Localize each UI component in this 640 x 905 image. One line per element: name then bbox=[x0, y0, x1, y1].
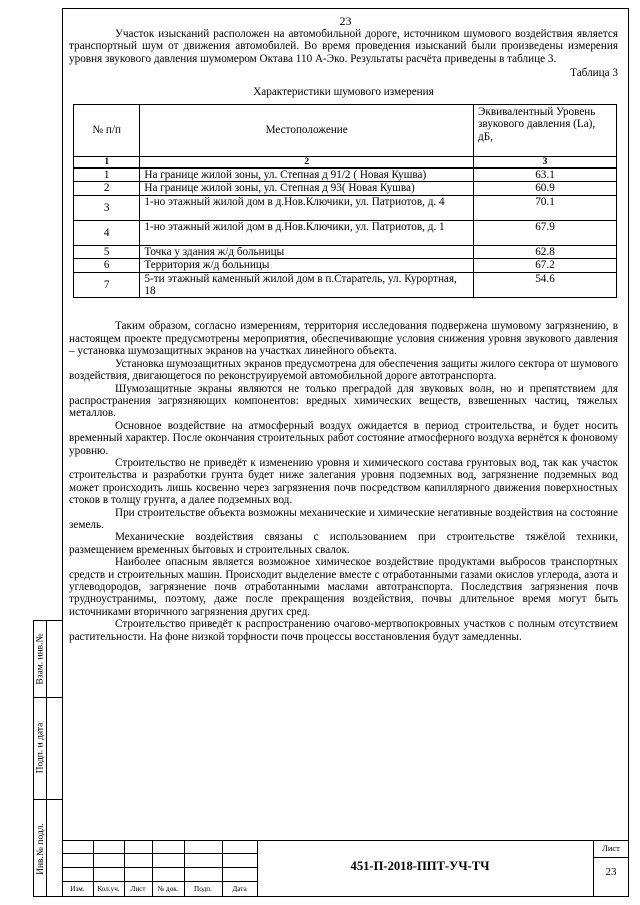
table-row bbox=[74, 168, 617, 182]
row-level: 67.2 bbox=[474, 259, 617, 272]
row-location: На границе жилой зоны, ул. Степная д 93( Новая Кушва) bbox=[140, 182, 474, 195]
title-block bbox=[62, 840, 629, 897]
tb-col-koluch: Кол.уч. bbox=[97, 885, 120, 893]
row-location: Точка у здания ж/д больницы bbox=[140, 245, 474, 258]
table-row bbox=[74, 245, 617, 258]
paragraph: Наиболее опасным является возможное химическое воздействие продуктами выбросов транспортных средств и строительных машин. Происходит выделение вместе с отработанными газами окислов углерода, азота и углеводородов, загрязнение почв отработанными маслами автотранспорта. Последствия загрязнения почв трудноустранимы, поэтому, даже после прекращения воздействия, почвы длительное время могут быть источниками вторичного загрязнения других сред. bbox=[69, 556, 618, 618]
document-content bbox=[69, 28, 618, 643]
stamp-replaced-inv: Взам. инв.№ bbox=[35, 633, 46, 685]
table-row bbox=[74, 259, 617, 272]
paragraph: Установка шумозащитных экранов предусмотрена для обеспечения защиты жилого сектора от шумового воздействия, двигающегося по реконструируемой автомобильной дороге автотранспорта. bbox=[69, 357, 618, 383]
sheet-label: Лист bbox=[602, 843, 620, 853]
document-code: 451-П-2018-ППТ-УЧ-ТЧ bbox=[350, 859, 490, 873]
sheet-number: 23 bbox=[605, 866, 617, 878]
row-num: 7 bbox=[74, 272, 140, 298]
header-level: Эквивалентный Уровень звукового давления (La), дБ, bbox=[474, 105, 617, 157]
row-location: На границе жилой зоны, ул. Степная д 91/2 ( Новая Кушва) bbox=[140, 168, 474, 182]
column-number: 1 bbox=[74, 157, 140, 169]
row-level: 70.1 bbox=[474, 195, 617, 220]
table-row bbox=[74, 195, 617, 220]
table-header-row bbox=[74, 105, 617, 157]
table-label: Таблица 3 bbox=[570, 67, 618, 80]
paragraph: Таким образом, согласно измерениям, территория исследования подвержена шумовому загрязнению, в настоящем проекте предусмотрены мероприятия, обеспечивающие условия снижения уровня звукового давления – установка шумозащитных экранов на участках линейного объекта. bbox=[69, 320, 618, 358]
stamp-signature-date: Подп. и дата bbox=[35, 722, 46, 774]
paragraph: Основное воздействие на атмосферный воздух ожидается в период строительства, и будет носить временный характер. После окончания строительных работ состояние атмосферного воздуха вернётся к фоновому уровню. bbox=[69, 419, 618, 457]
paragraph: При строительстве объекта возможны механические и химические негативные воздействия на состояние земель. bbox=[69, 506, 618, 531]
row-level: 67.9 bbox=[474, 220, 617, 245]
margin-stamp-column bbox=[33, 620, 62, 897]
row-location: 1-но этажный жилой дом в д.Нов.Ключики, ул. Патриотов, д. 4 bbox=[140, 195, 474, 220]
page-number: 23 bbox=[339, 14, 352, 28]
tb-col-podp: Подп. bbox=[194, 885, 212, 893]
row-num: 1 bbox=[74, 168, 140, 182]
stamp-inv-no: Инв.№ подл. bbox=[35, 822, 46, 875]
body-text bbox=[69, 320, 618, 643]
row-num: 4 bbox=[74, 220, 140, 245]
row-level: 54.6 bbox=[474, 272, 617, 298]
table-row bbox=[74, 182, 617, 195]
noise-measurement-table bbox=[73, 104, 617, 298]
paragraph: Механические воздействия связаны с использованием при строительстве тяжёлой техники, размещением временных бытовых и строительных свалок. bbox=[69, 531, 618, 556]
row-location: Территория ж/д больницы bbox=[140, 259, 474, 272]
header-location: Местоположение bbox=[140, 105, 474, 157]
row-location: 1-но этажный жилой дом в д.Нов.Ключики, ул. Патриотов, д. 1 bbox=[140, 220, 474, 245]
column-number-row bbox=[74, 157, 617, 169]
tb-col-data: Дата bbox=[232, 885, 247, 893]
tb-col-izm: Изм. bbox=[70, 885, 85, 893]
column-number: 2 bbox=[140, 157, 474, 169]
table-title: Характеристики шумового измерения bbox=[253, 85, 434, 98]
paragraph: Строительство не приведёт к изменению уровня и химического состава грунтовых вод, так как участок строительства и разработки грунта будет ниже залегания уровня подземных вод, загрязнение подземных вод может происходить лишь косвенно через загрязнения почв посредством капиллярного движения поверхностных стоков в толщу грунта, а далее подземных вод. bbox=[69, 456, 618, 507]
paragraph: Шумозащитные экраны являются не только преградой для звуковых волн, но и препятствием для распространения загрязняющих компонентов: вредных химических веществ, взвешенных частиц, тяжелых металлов. bbox=[69, 382, 618, 420]
tb-col-ndok: № док. bbox=[157, 885, 179, 893]
table-row bbox=[74, 272, 617, 298]
row-level: 63.1 bbox=[474, 168, 617, 182]
row-num: 3 bbox=[74, 195, 140, 220]
row-level: 62.8 bbox=[474, 245, 617, 258]
row-location: 5-ти этажный каменный жилой дом в п.Старатель, ул. Курортная, 18 bbox=[140, 272, 474, 298]
column-number: 3 bbox=[474, 157, 617, 169]
header-num: № п/п bbox=[74, 105, 140, 157]
paragraph: Строительство приведёт к распространению очагово-мертвопокровных участков с полным отсутствием растительности. На фоне низкой торфности почв процессы восстановления будут замедленны. bbox=[69, 618, 618, 643]
table-row bbox=[74, 220, 617, 245]
intro-paragraph: Участок изысканий расположен на автомобильной дороге, источником шумового воздействия является транспортный шум от движения автомобилей. Во время проведения изысканий были произведены измерения уровня звукового давления шумомером Октава 110 А-Эко. Результаты расчёта приведены в таблице 3. bbox=[69, 28, 618, 65]
row-num: 6 bbox=[74, 259, 140, 272]
row-level: 60.9 bbox=[474, 182, 617, 195]
row-num: 5 bbox=[74, 245, 140, 258]
row-num: 2 bbox=[74, 182, 140, 195]
tb-col-list: Лист bbox=[130, 885, 146, 893]
